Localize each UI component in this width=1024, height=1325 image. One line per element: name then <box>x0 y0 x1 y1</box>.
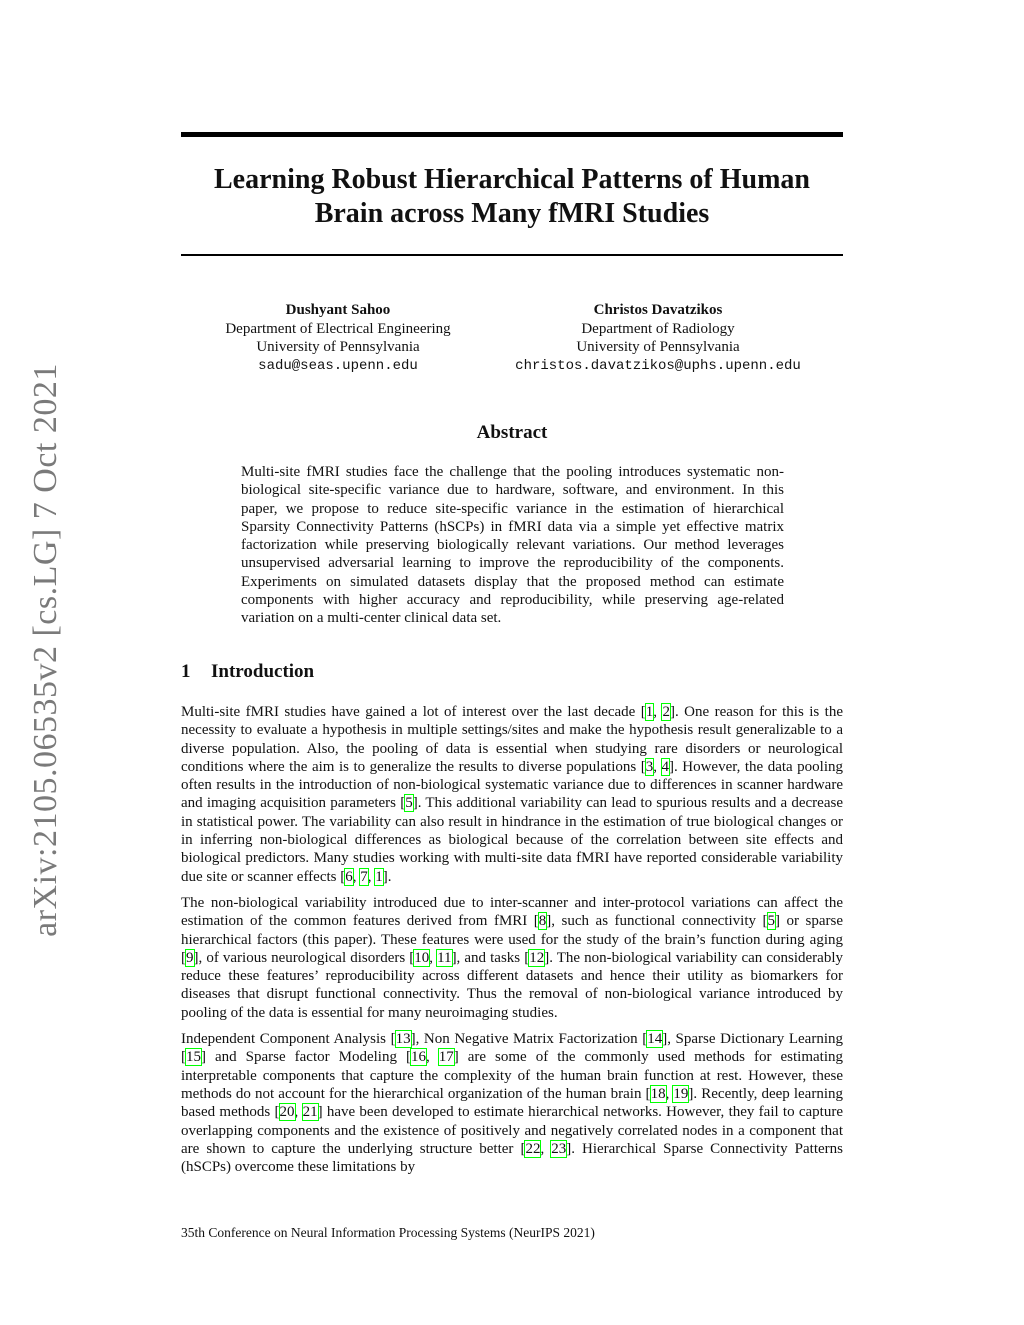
conference-footer: 35th Conference on Neural Information Processing Systems (NeurIPS 2021) <box>181 1225 595 1240</box>
citation-link[interactable]: 9 <box>186 949 194 966</box>
body-text: ]. This additional variability can lead to spurious results and a decrease in statistical power. The variability can also result in hindrance in the estimation of true biological changes or in inferring non-biological differences as biological because of the correlation between site effects and biological predictors. Many studies working with multi-site data fMRI have reported considerable variability due site or scanner effects [ <box>181 795 843 885</box>
body-text: ] are some of the commonly used methods for estimating interpretable components that capture the complexity of the human brain function at rest. However, these methods do not account for the hierarchical organization of the human brain [ <box>181 1049 843 1102</box>
citation-link[interactable]: 14 <box>647 1031 663 1048</box>
citation-link[interactable]: 21 <box>302 1104 318 1121</box>
body-text: , <box>367 868 376 885</box>
paper-title: Learning Robust Hierarchical Patterns of Human Brain across Many fMRI Studies <box>213 164 810 229</box>
author-name: Christos Davatzikos <box>593 302 723 318</box>
citation-link[interactable]: 18 <box>650 1085 666 1102</box>
citation-link[interactable]: 20 <box>279 1104 295 1121</box>
body-text: ]. <box>382 868 392 885</box>
abstract-text: Multi-site fMRI studies face the challenge that the pooling introduces systematic non-biological site-specific variance due to hardware, software, and environment. In this paper, we propose to reduce site-specific variance in the estimation of hierarchical Sparsity Connectivity Patterns (hSCPs) in fMRI data via a simple yet effective matrix factorization while preserving biologically relevant variations. Our method leverages unsupervised adversarial learning to improve the reproducibility of the components. Experiments on simulated datasets display that the proposed method can estimate components with higher accuracy and reproducibility, while preserving age-related variation on a multi-center clinical data set. <box>241 464 784 627</box>
body-text: ] and Sparse factor Modeling [ <box>201 1049 411 1066</box>
body-text: ]. Recently, deep learning based methods [ <box>181 1085 844 1121</box>
body-text: , <box>294 1104 303 1121</box>
citation-link[interactable]: 13 <box>395 1031 411 1048</box>
author-university: University of Pennsylvania <box>256 339 420 355</box>
body-text: ] have been developed to estimate hierarchical networks. However, they fail to capture overlapping components and the existence of positively and negatively correlated nodes in a component that are shown to capture the underlying structure better [ <box>181 1104 844 1157</box>
body-text: ]. However, the data pooling often results in the introduction of non-biological systematic variance due to differences in scanner hardware and imaging acquisition parameters [ <box>181 758 844 812</box>
body-text: ]. The non-biological variability can considerably reduce these features’ reproducibility across different datasets and hence their utility as biomarkers for diseases that disrupt functional connectivity. Thus the removal of non-biological variance introduced by pooling of the data is essential for many neuroimaging studies. <box>181 949 844 1021</box>
citation-link[interactable]: 1 <box>375 868 383 885</box>
body-text: , <box>425 1049 439 1066</box>
citation-link[interactable]: 5 <box>767 913 775 930</box>
arxiv-identifier: arXiv:2105.06535v2 [cs.LG] 7 Oct 2021 <box>27 363 64 937</box>
citation-link[interactable]: 2 <box>662 704 670 720</box>
body-text: Multi-site fMRI studies have gained a lot of interest over the last decade [ <box>181 704 646 720</box>
section-title: Introduction <box>211 661 315 682</box>
section-heading <box>181 661 314 683</box>
author-university: University of Pennsylvania <box>576 339 740 355</box>
author-email: sadu@seas.upenn.edu <box>258 357 418 374</box>
citation-link[interactable]: 12 <box>529 949 545 966</box>
body-text: , <box>665 1085 674 1102</box>
body-text: ]. Hierarchical Sparse Connectivity Patterns (hSCPs) overcome these limitations by <box>181 1140 843 1176</box>
body-text: , <box>429 949 438 966</box>
section-number: 1 <box>181 661 191 682</box>
body-paragraph-2 <box>181 894 843 1022</box>
author-block-1 <box>188 301 488 375</box>
author-department: Department of Electrical Engineering <box>225 320 451 337</box>
body-text: , <box>352 868 361 885</box>
section-body <box>181 703 843 1184</box>
author-department: Department of Radiology <box>581 320 735 337</box>
citation-link[interactable]: 19 <box>673 1085 689 1102</box>
citation-link[interactable]: 15 <box>186 1049 201 1066</box>
body-paragraph-1 <box>181 703 843 886</box>
body-text: ], of various neurological disorders [ <box>193 949 415 966</box>
body-text: , <box>653 758 662 775</box>
body-text: , <box>540 1140 552 1157</box>
citation-link[interactable]: 17 <box>438 1049 454 1066</box>
body-text: ], Sparse Dictionary Learning [ <box>181 1031 843 1066</box>
body-paragraph-3 <box>181 1030 843 1176</box>
citation-link[interactable]: 16 <box>410 1049 426 1066</box>
citation-link[interactable]: 22 <box>525 1140 541 1157</box>
body-text: ] or sparse hierarchical factors (this paper). These features were used for the study of the brain’s function during aging [ <box>181 913 843 966</box>
body-text: ], and tasks [ <box>451 949 530 966</box>
body-text: ]. One reason for this is the necessity to evaluate a hypothesis in multiple settings/sites and make the hypothesis result generalizable to a diverse population. Also, the pooling of data is essential when studying rare disorders or neurological conditions where the aim is to generalize the results to diverse populations [ <box>181 704 843 775</box>
citation-link[interactable]: 6 <box>345 868 353 885</box>
citation-link[interactable]: 7 <box>360 868 368 885</box>
body-text: , <box>653 704 663 720</box>
body-text: ], such as functional connectivity [ <box>546 913 768 930</box>
author-name: Dushyant Sahoo <box>285 302 391 318</box>
citation-link[interactable]: 5 <box>405 795 413 812</box>
citation-link[interactable]: 8 <box>538 913 547 930</box>
body-text: The non-biological variability introduced due to inter-scanner and inter-protocol variations can affect the estimation of the common features derived from fMRI [ <box>181 894 843 930</box>
citation-link[interactable]: 4 <box>661 758 669 775</box>
citation-link[interactable]: 3 <box>645 758 654 775</box>
citation-link[interactable]: 23 <box>551 1140 567 1157</box>
author-block-2 <box>488 301 828 375</box>
body-text: Independent Component Analysis [ <box>181 1031 396 1048</box>
author-email: christos.davatzikos@uphs.upenn.edu <box>515 357 801 374</box>
citation-link[interactable]: 10 <box>414 949 430 966</box>
body-text: ], Non Negative Matrix Factorization [ <box>410 1031 648 1048</box>
abstract-heading: Abstract <box>476 422 548 443</box>
title-top-rule <box>181 132 843 137</box>
title-bottom-rule <box>181 254 843 256</box>
citation-link[interactable]: 1 <box>645 704 654 720</box>
citation-link[interactable]: 11 <box>437 949 452 966</box>
